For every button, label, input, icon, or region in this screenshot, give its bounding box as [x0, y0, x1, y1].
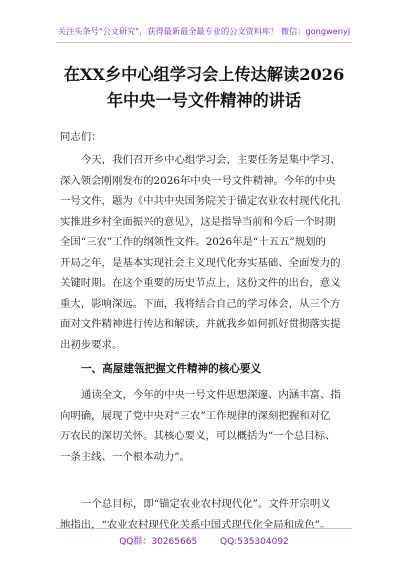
text-line: 重大，影响深远。下面，我将结合自己的学习体会，从三个方	[60, 297, 341, 310]
salutation: 同志们：	[60, 131, 102, 143]
footer-qq-number: QQ:535304092	[220, 537, 289, 547]
text-line: 一号文件，题为《中共中央国务院关于锚定农业农村现代化扎	[60, 195, 341, 207]
text-line: 向明确，展现了党中央对“三农”工作规律的深刻把握和对亿	[60, 409, 331, 422]
text-line: 实推进乡村全面振兴的意见》，这是指导当前和今后一个时期	[60, 215, 336, 228]
text-line: 深入领会刚刚发布的2026年中央一号文件精神。今年的中央	[60, 174, 336, 187]
text-line: 通读全文，今年的中央一号文件思想深邃、内涵丰富、指	[81, 389, 341, 401]
text-line: 关键时期。在这个重要的历史节点上，这份文件的出台，意义	[60, 277, 341, 289]
text-line: 今天，我们召开乡中心组学习会，主要任务是集中学习、	[81, 154, 341, 166]
paragraph-intro	[60, 150, 360, 355]
text-line: 面对文件精神进行传达和解读，并就我乡如何抓好贯彻落实提	[60, 318, 341, 330]
text-line: 开局之年，是基本实现社会主义现代化夯实基础、全面发力的	[60, 256, 341, 269]
title-line-1: 在XX乡中心组学习会上传达解读2026	[63, 65, 345, 84]
text-line: 一个总目标，即“锚定农业农村现代化”。文件开宗明义	[81, 498, 331, 510]
title-line-2: 年中央一号文件精神的讲话	[106, 91, 302, 110]
footer-divider	[56, 528, 352, 529]
text-line: 地指出，“农业农村现代化关系中国式现代化全局和成色”。	[60, 518, 331, 531]
header-divider	[56, 42, 352, 43]
document-title	[30, 62, 378, 114]
section-heading-1: 一、高屋建瓴把握文件精神的核心要义	[81, 363, 262, 375]
text-line: 万农民的深切关怀。其核心要义，可以概括为“一个总目标、	[60, 430, 336, 442]
text-line: 一条主线、一个根本动力”。	[60, 450, 190, 463]
footer-qq-group: QQ群：30265665	[119, 537, 198, 547]
text-line: 全国“三农”工作的纲领性文件。2026年是“十五五”规划的	[60, 236, 326, 248]
header-banner: 关注头条号"公文研究"，获得最新最全最专业的公文资料库！ 微信：gongwenyj	[57, 26, 351, 36]
paragraph-core-essence	[60, 385, 360, 467]
text-line: 出初步要求。	[60, 338, 123, 351]
footer-contact	[0, 534, 408, 547]
